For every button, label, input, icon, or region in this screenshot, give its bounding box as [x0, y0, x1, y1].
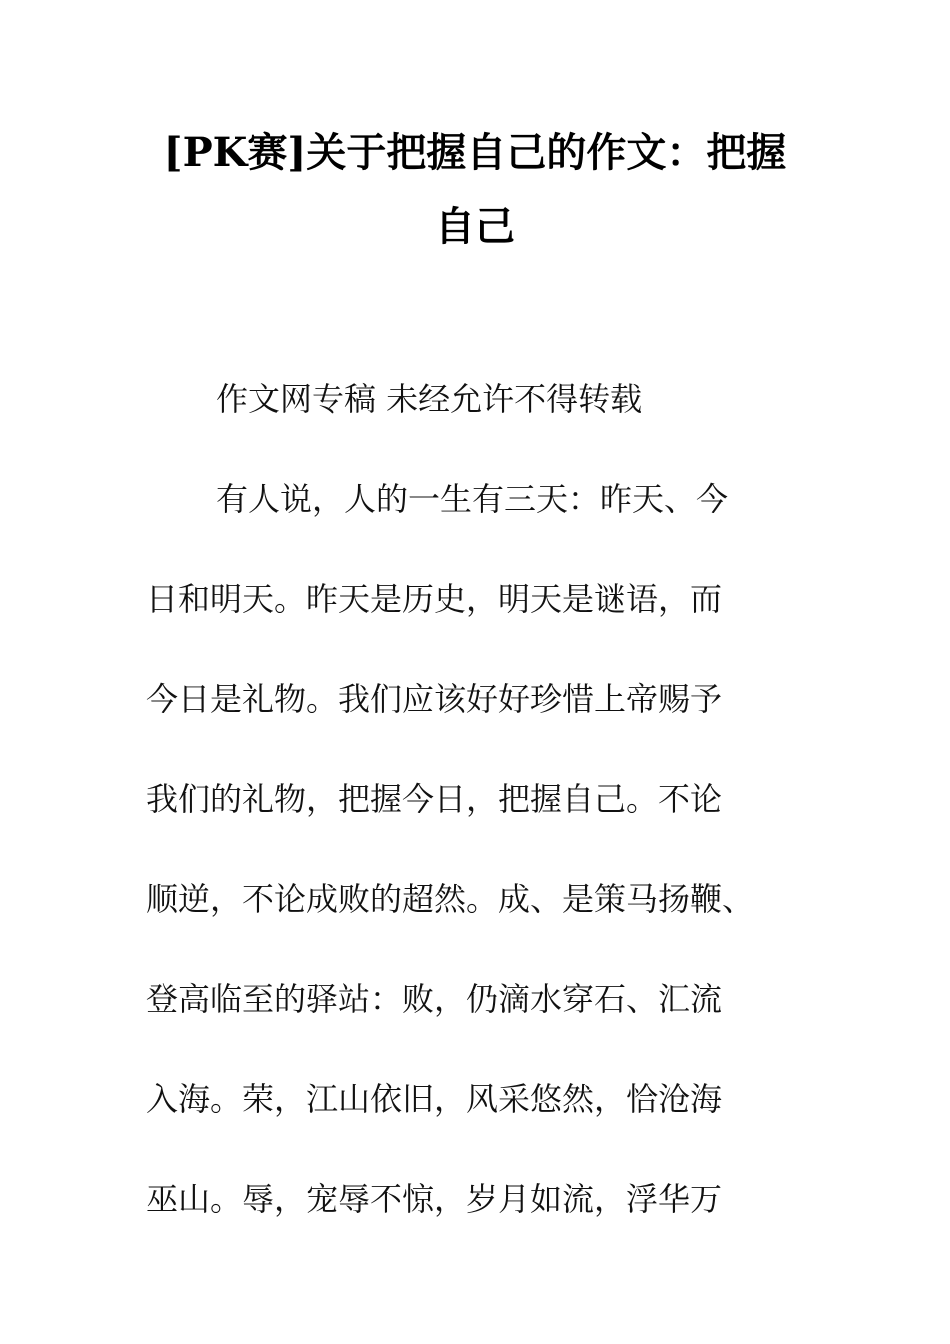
- body-line-8: 巫山。辱，宠辱不惊，岁月如流，浮华万: [146, 1180, 723, 1218]
- document-title-line-1: [PK赛]关于把握自己的作文：把握: [163, 129, 787, 176]
- body-line-6: 登高临至的驿站：败，仍滴水穿石、汇流: [146, 980, 723, 1018]
- body-line-2: 日和明天。昨天是历史，明天是谜语，而: [146, 580, 723, 618]
- document-title-line-2: 自己: [435, 203, 515, 250]
- copyright-notice: 作文网专稿 未经允许不得转载: [216, 380, 643, 418]
- body-line-7: 入海。荣，江山依旧，风采悠然，恰沧海: [146, 1080, 723, 1118]
- body-line-4: 我们的礼物，把握今日，把握自己。不论: [146, 780, 723, 818]
- body-line-5: 顺逆，不论成败的超然。成、是策马扬鞭、: [146, 880, 755, 918]
- body-line-1: 有人说，人的一生有三天：昨天、今: [216, 480, 729, 518]
- body-line-3: 今日是礼物。我们应该好好珍惜上帝赐予: [146, 680, 723, 718]
